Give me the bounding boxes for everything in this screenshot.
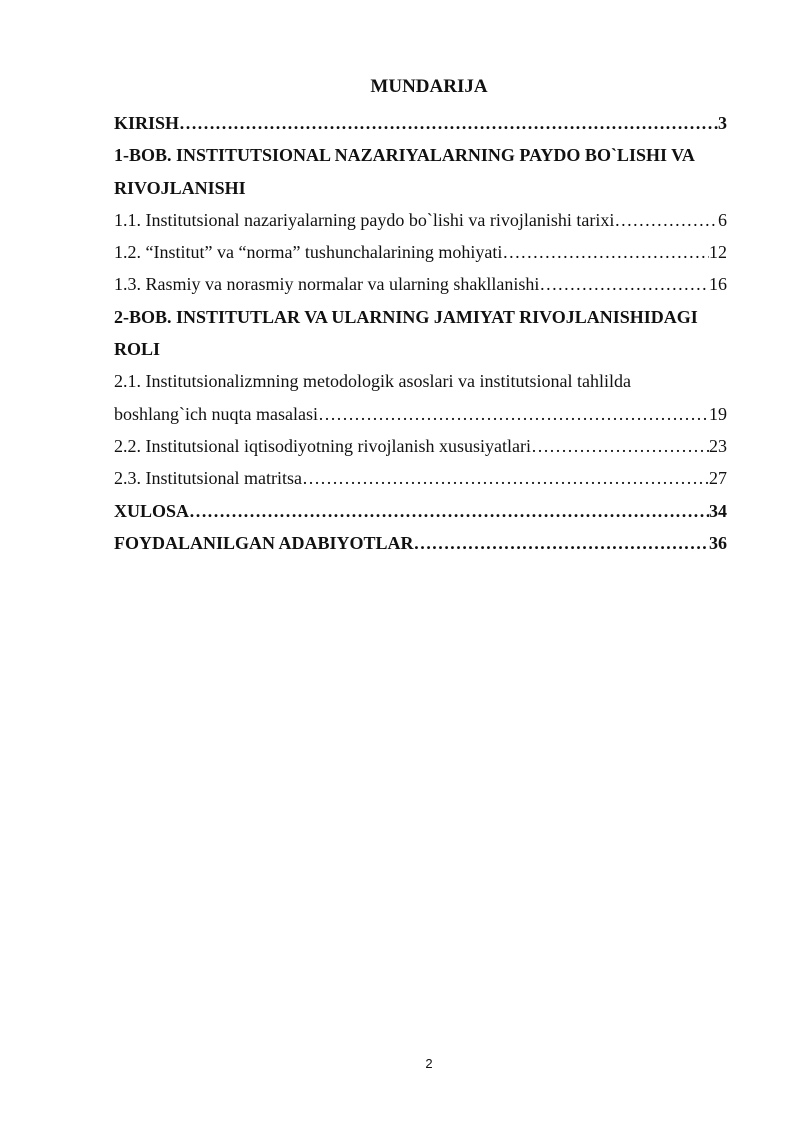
dot-leader — [414, 527, 709, 559]
dot-leader — [302, 462, 709, 494]
toc-entry-page: 6 — [718, 209, 727, 230]
toc-entry-text: XULOSA — [114, 500, 190, 521]
toc-entry-2-1-cont — [114, 398, 727, 430]
toc-entry-2-1 — [114, 365, 727, 397]
page-number: 2 — [425, 1056, 433, 1071]
toc-title: MUNDARIJA — [370, 76, 488, 97]
toc-entry-page: 34 — [709, 500, 727, 521]
toc-entry-page: 19 — [709, 403, 727, 424]
toc-entry-1-2 — [114, 236, 727, 268]
toc-entry-adabiyotlar — [114, 527, 727, 559]
toc-entry-page: 3 — [718, 113, 727, 133]
toc-entry-text: 2.1. Institutsionalizmning metodologik asoslari va institutsional tahlilda — [114, 371, 631, 392]
toc-entry-2-3 — [114, 462, 727, 494]
toc-entry-page: 23 — [709, 435, 727, 456]
table-of-contents — [114, 107, 727, 559]
toc-entry-text: RIVOJLANISHI — [114, 177, 246, 198]
chapter-1-heading-cont — [114, 172, 727, 204]
toc-entry-page: 12 — [709, 242, 727, 263]
dot-leader — [531, 430, 709, 462]
toc-entry-page: 16 — [709, 274, 727, 295]
toc-entry-text: 2-BOB. INSTITUTLAR VA ULARNING JAMIYAT RIVOJLANISHIDAGI — [114, 306, 698, 327]
dot-leader — [189, 495, 709, 527]
toc-entry-xulosa — [114, 495, 727, 527]
toc-entry-text: 2.2. Institutsional iqtisodiyotning rivojlanish xususiyatlari — [114, 435, 531, 456]
toc-entry-text: 1.1. Institutsional nazariyalarning paydo bo`lishi va rivojlanishi tarixi — [114, 209, 615, 230]
toc-entry-text: ROLI — [114, 339, 161, 360]
dot-leader — [614, 204, 718, 236]
toc-entry-text: boshlang`ich nuqta masalasi — [114, 403, 318, 424]
toc-entry-text: KIRISH — [114, 113, 180, 133]
dot-leader — [318, 398, 709, 430]
toc-entry-1-1 — [114, 204, 727, 236]
toc-entry-2-2 — [114, 430, 727, 462]
dot-leader — [502, 236, 709, 268]
toc-entry-text: 1.2. “Institut” va “norma” tushunchalarining mohiyati — [114, 242, 503, 263]
toc-entry-text: 1-BOB. INSTITUTSIONAL NAZARIYALARNING PAYDO BO`LISHI VA — [114, 145, 695, 166]
toc-entry-text: 2.3. Institutsional matritsa — [114, 468, 302, 489]
chapter-2-heading — [114, 301, 727, 333]
toc-entry-page: 27 — [709, 468, 727, 489]
dot-leader — [179, 107, 718, 139]
toc-entry-page: 36 — [709, 532, 727, 553]
toc-entry-text: FOYDALANILGAN ADABIYOTLAR — [114, 532, 414, 553]
toc-entry-text: 1.3. Rasmiy va norasmiy normalar va ularning shakllanishi — [114, 274, 540, 295]
chapter-2-heading-cont — [114, 333, 727, 365]
toc-entry-kirish — [114, 107, 727, 139]
chapter-1-heading — [114, 139, 727, 171]
toc-entry-1-3 — [114, 268, 727, 300]
dot-leader — [539, 268, 709, 300]
